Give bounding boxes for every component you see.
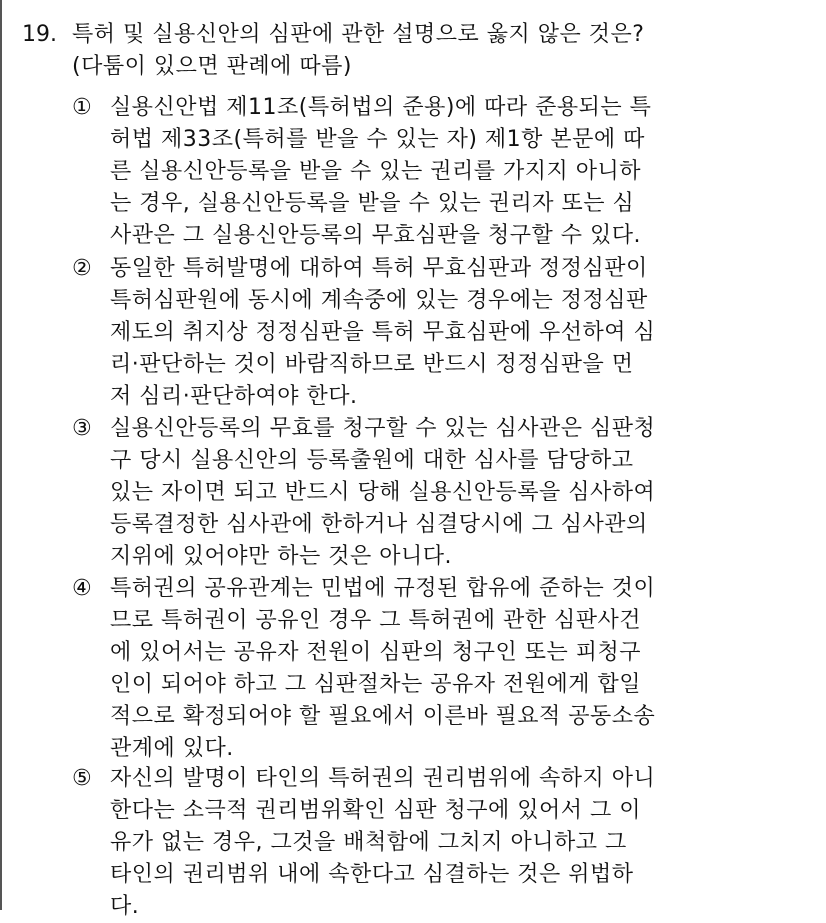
option-text-line: 실용신안등록의 무효를 청구할 수 있는 심사관은 심판청 — [110, 416, 656, 441]
option-text-line: 리·판단하는 것이 바람직하므로 반드시 정정심판을 먼 — [110, 352, 634, 377]
option-text-line: 관계에 있다. — [110, 736, 234, 761]
option-text-line: 사관은 그 실용신안등록의 무효심판을 청구할 수 있다. — [110, 223, 641, 248]
option-text-line: 한다는 소극적 권리범위확인 심판 청구에 있어서 그 이 — [110, 798, 641, 823]
option-text-line: 는 경우, 실용신안등록을 받을 수 있는 권리자 또는 심 — [110, 191, 635, 216]
question-stem-note: (다툼이 있으면 판례에 따름) — [72, 54, 352, 79]
option-text-line: 허법 제33조(특허를 받을 수 있는 자) 제1항 본문에 따 — [110, 127, 645, 152]
option-text-line: 실용신안법 제11조(특허법의 준용)에 따라 준용되는 특 — [110, 95, 652, 120]
option-text-line: 적으로 확정되어야 할 필요에서 이른바 필요적 공동소송 — [110, 704, 656, 729]
option-text-line: 저 심리·판단하여야 한다. — [110, 384, 358, 409]
option-marker: ⑤ — [72, 766, 92, 791]
option-marker: ① — [72, 95, 92, 120]
option-text-line: 른 실용신안등록을 받을 수 있는 권리를 가지지 아니하 — [110, 159, 641, 184]
option-text-line: 지위에 있어야만 하는 것은 아니다. — [110, 544, 452, 569]
option-marker: ③ — [72, 416, 92, 441]
option-marker: ④ — [72, 576, 92, 601]
option-text-line: 에 있어서는 공유자 전원이 심판의 청구인 또는 피청구 — [110, 640, 641, 665]
option-text-line: 유가 없는 경우, 그것을 배척함에 그치지 아니하고 그 — [110, 830, 627, 855]
option-text-line: 등록결정한 심사관에 한하거나 심결당시에 그 심사관의 — [110, 512, 648, 537]
option-text-line: 므로 특허권이 공유인 경우 그 특허권에 관한 심판사건 — [110, 608, 641, 633]
left-border-rule — [0, 0, 2, 910]
option-text-line: 특허권의 공유관계는 민법에 규정된 합유에 준하는 것이 — [110, 576, 656, 601]
option-text-line: 타인의 권리범위 내에 속한다고 심결하는 것은 위법하 — [110, 862, 634, 887]
option-text-line: 특허심판원에 동시에 계속중에 있는 경우에는 정정심판 — [110, 288, 648, 313]
option-text-line: 구 당시 실용신안의 등록출원에 대한 심사를 담당하고 — [110, 448, 634, 473]
option-text-line: 인이 되어야 하고 그 심판절차는 공유자 전원에게 합일 — [110, 672, 641, 697]
question-number: 19. — [22, 22, 57, 47]
option-text-line: 있는 자이면 되고 반드시 당해 실용신안등록을 심사하여 — [110, 480, 656, 505]
option-text-line: 제도의 취지상 정정심판을 특허 무효심판에 우선하여 심 — [110, 320, 656, 345]
option-text-line: 동일한 특허발명에 대하여 특허 무효심판과 정정심판이 — [110, 256, 648, 281]
option-text-line: 자신의 발명이 타인의 특허권의 권리범위에 속하지 아니 — [110, 766, 656, 791]
question-stem-line: 특허 및 실용신안의 심판에 관한 설명으로 옳지 않은 것은? — [72, 22, 645, 47]
option-marker: ② — [72, 256, 92, 281]
option-text-line: 다. — [110, 894, 140, 919]
